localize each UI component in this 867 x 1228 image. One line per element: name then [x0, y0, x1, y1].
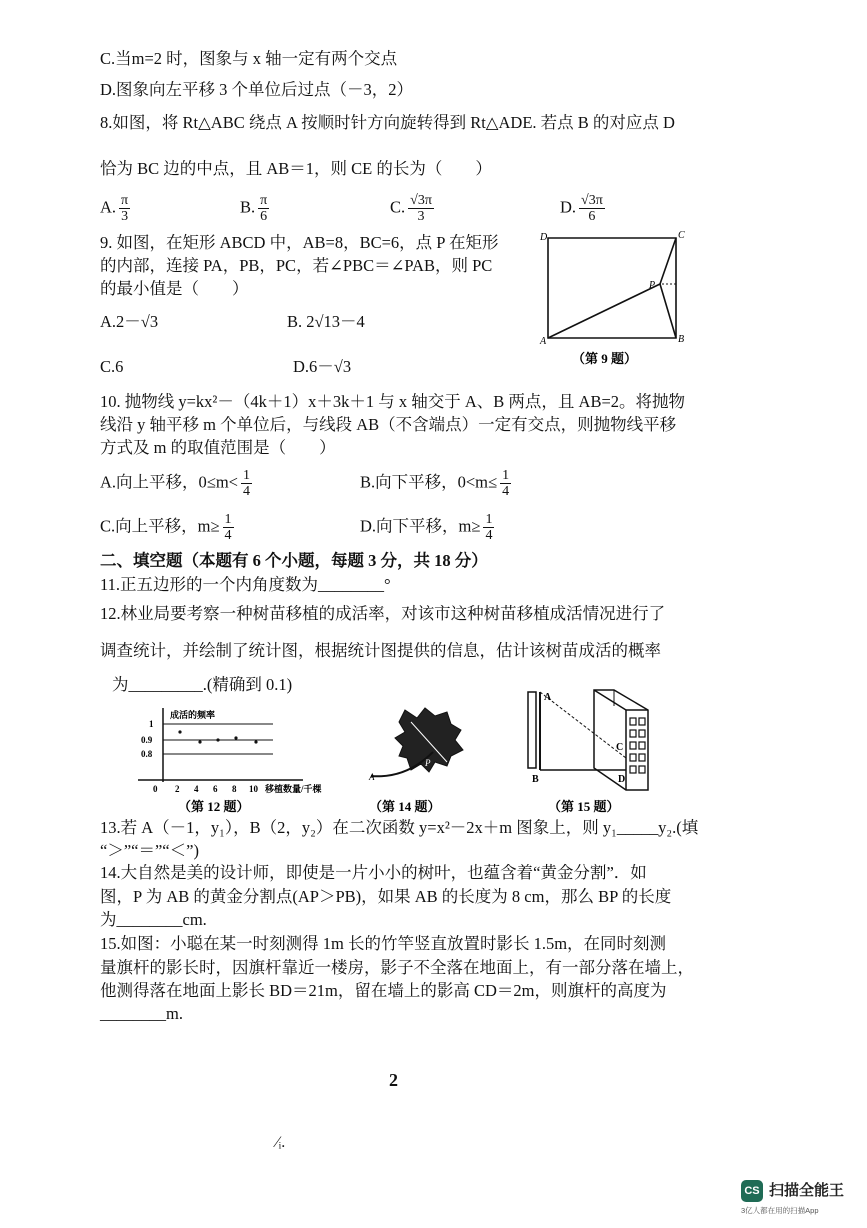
- scanner-watermark: [741, 1176, 851, 1216]
- q15-stem-line3: 他测得落在地面上影长 BD＝21m，留在墙上的影高 CD＝2m，则旗杆的高度为: [100, 981, 667, 1000]
- fig15-label-d: D: [618, 774, 626, 785]
- fig12-xtick-2: 2: [175, 784, 180, 794]
- q10-stem-line1: 10. 抛物线 y=kx²－（4k＋1）x＋3k＋1 与 x 轴交于 A、B 两点，且 AB=2。将抛物: [100, 392, 686, 411]
- q10-stem-line2: 线沿 y 轴平移 m 个单位后，与线段 AB（不含端点）一定有交点，则抛物线平移: [100, 415, 677, 434]
- fig9-label-a: A: [540, 336, 547, 347]
- fig12-point-3: [216, 738, 219, 741]
- q12-stem-line1: 12.林业局要考察一种树苗移植的成活率，对该市这种树苗移植成活情况进行了: [100, 604, 666, 623]
- q10-option-a-num: 1: [243, 468, 250, 483]
- q10-option-b-label: B.向下平移，0<m≤: [360, 472, 498, 492]
- q7-option-d: D.图象向左平移 3 个单位后过点（－3，2）: [100, 80, 414, 99]
- q10-option-a-label: A.向上平移，0≤m<: [100, 472, 238, 492]
- fig15-caption: （第 15 题）: [548, 799, 620, 814]
- q8-option-a: [100, 193, 130, 224]
- fig12-data-points: [178, 730, 257, 743]
- figure-12-chart: [118, 700, 322, 815]
- q8-option-b: [240, 193, 269, 224]
- fig12-xtick-8: 8: [232, 784, 237, 794]
- q10-option-b-num: 1: [502, 468, 510, 483]
- fig14-label-a: A: [369, 772, 375, 782]
- q10-option-b: [360, 468, 511, 499]
- q9-option-b: B. 2√13－4: [287, 312, 365, 331]
- q10-option-c-num: 1: [224, 512, 232, 527]
- fig12-xlabel: 移植数量/千棵: [265, 784, 322, 794]
- fig9-label-d: D: [540, 232, 548, 243]
- q8-option-d-label: D.: [560, 197, 577, 217]
- q10-option-c-den: 4: [224, 528, 232, 543]
- q10-stem-line3: 方式及 m 的取值范围是（ ）: [100, 438, 336, 457]
- camscanner-logo-icon: CS: [741, 1180, 763, 1202]
- q10-option-a: [100, 468, 252, 499]
- q14-stem-line3: 为________cm.: [100, 910, 207, 929]
- fig9-label-c: C: [678, 230, 685, 241]
- section-2-heading: 二、填空题（本题有 6 个小题，每题 3 分，共 18 分）: [100, 551, 488, 570]
- fig15-label-c: C: [616, 742, 624, 753]
- q11-text: 11.正五边形的一个内角度数为________°: [100, 575, 391, 594]
- figure-14-leaf: [365, 700, 475, 815]
- q9-stem-line2: 的内部，连接 PA，PB，PC，若∠PBC＝∠PAB，则 PC: [100, 256, 493, 275]
- fig9-label-b: B: [678, 334, 685, 345]
- fig9-caption: （第 9 题）: [572, 351, 638, 366]
- q9-option-d: D.6－√3: [293, 357, 352, 376]
- q9-option-a: A.2－√3: [100, 312, 159, 331]
- fig12-point-2: [198, 740, 201, 743]
- fig12-point-1: [178, 730, 181, 733]
- fig12-title: 成活的频率: [170, 710, 216, 720]
- q8-option-a-label: A.: [100, 197, 117, 217]
- q8-option-b-num: π: [260, 193, 268, 208]
- q15-stem-line2: 量旗杆的影长时，因旗杆靠近一楼房，影子不全落在地面上，有一部分落在墙上，: [100, 958, 694, 977]
- fig12-xtick-10: 10: [249, 784, 258, 794]
- q8-option-c-num: √3π: [410, 193, 432, 208]
- figure-9-rectangle: [538, 226, 698, 376]
- q13-stem-line2: “＞”“＝”“＜”): [100, 841, 199, 860]
- page-number: 2: [389, 1070, 398, 1090]
- q9-stem-line1: 9. 如图，在矩形 ABCD 中，AB=8，BC=6，点 P 在矩形: [100, 233, 499, 252]
- fig12-caption: （第 12 题）: [178, 799, 250, 814]
- q8-option-d: [560, 193, 605, 224]
- fig14-label-b: B: [449, 706, 455, 716]
- q9-stem-line3: 的最小值是（ ）: [100, 279, 249, 298]
- q8-option-c-label: C.: [390, 197, 406, 217]
- q8-option-a-den: 3: [121, 209, 129, 224]
- q13-stem-line1: 13.若 A（－1，y₁），B（2，y₂）在二次函数 y=x²－2x＋m 图象上，则 y₁_____y₂.(填: [100, 818, 699, 837]
- fig15-label-b: B: [532, 774, 539, 785]
- q10-option-a-den: 4: [243, 484, 250, 499]
- q8-option-a-num: π: [121, 193, 129, 208]
- figure-15-flagpole: [518, 686, 668, 816]
- q9-option-c: C.6: [100, 357, 124, 376]
- fig12-ytick-0: 0: [153, 784, 158, 794]
- q10-option-d: [360, 512, 494, 543]
- fig12-xtick-6: 6: [213, 784, 218, 794]
- q8-option-b-label: B.: [240, 197, 256, 217]
- q12-stem-line2: 调查统计，并绘制了统计图，根据统计图提供的信息，估计该树苗成活的概率: [100, 641, 661, 660]
- q10-option-d-num: 1: [485, 512, 493, 527]
- fig12-xtick-4: 4: [194, 784, 199, 794]
- q12-stem-line3: 为_________.(精确到 0.1): [112, 675, 293, 694]
- fig12-ytick-0.8: 0.8: [141, 749, 153, 759]
- fig12-point-5: [254, 740, 257, 743]
- pen-mark: ⁄ᵢ.: [276, 1134, 286, 1151]
- q8-option-c-den: 3: [417, 209, 425, 224]
- fig9-label-p: P: [649, 280, 656, 291]
- fig14-label-p: P: [425, 758, 431, 768]
- q10-option-c-label: C.向上平移，m≥: [100, 516, 220, 536]
- fig12-point-4: [234, 736, 237, 739]
- q14-stem-line2: 图，P 为 AB 的黄金分割点(AP＞PB)，如果 AB 的长度为 8 cm，那么 BP 的长度: [100, 887, 672, 906]
- fig12-ytick-1: 1: [149, 719, 154, 729]
- q8-option-c: [390, 193, 434, 224]
- q8-option-b-den: 6: [260, 209, 268, 224]
- q10-option-c: [100, 512, 234, 543]
- q15-stem-line1: 15.如图：小聪在某一时刻测得 1m 长的竹竿竖直放置时影长 1.5m，在同时刻测: [100, 934, 667, 953]
- q8-stem-line2: 恰为 BC 边的中点，且 AB＝1，则 CE 的长为（ ）: [100, 159, 492, 178]
- q10-option-b-den: 4: [502, 484, 510, 499]
- q8-stem-line1: 8.如图，将 Rt△ABC 绕点 A 按顺时针方向旋转得到 Rt△ADE. 若点 B 的对应点 D: [100, 113, 675, 132]
- fig14-caption: （第 14 题）: [369, 799, 441, 814]
- q8-option-d-den: 6: [588, 209, 596, 224]
- watermark-title: 扫描全能王: [769, 1182, 845, 1199]
- q15-stem-line4: ________m.: [100, 1004, 183, 1023]
- q14-stem-line1: 14.大自然是美的设计师，即使是一片小小的树叶，也蕴含着“黄金分割”．如: [100, 863, 647, 882]
- q8-option-d-num: √3π: [581, 193, 603, 208]
- fig12-ytick-0.9: 0.9: [141, 735, 153, 745]
- watermark-subtitle: 3亿人都在用的扫描App: [741, 1206, 819, 1215]
- q7-option-c: C.当m=2 时，图象与 x 轴一定有两个交点: [100, 49, 398, 68]
- q10-option-d-label: D.向下平移，m≥: [360, 516, 481, 536]
- q10-option-d-den: 4: [485, 528, 493, 543]
- fig15-label-a: A: [544, 692, 552, 703]
